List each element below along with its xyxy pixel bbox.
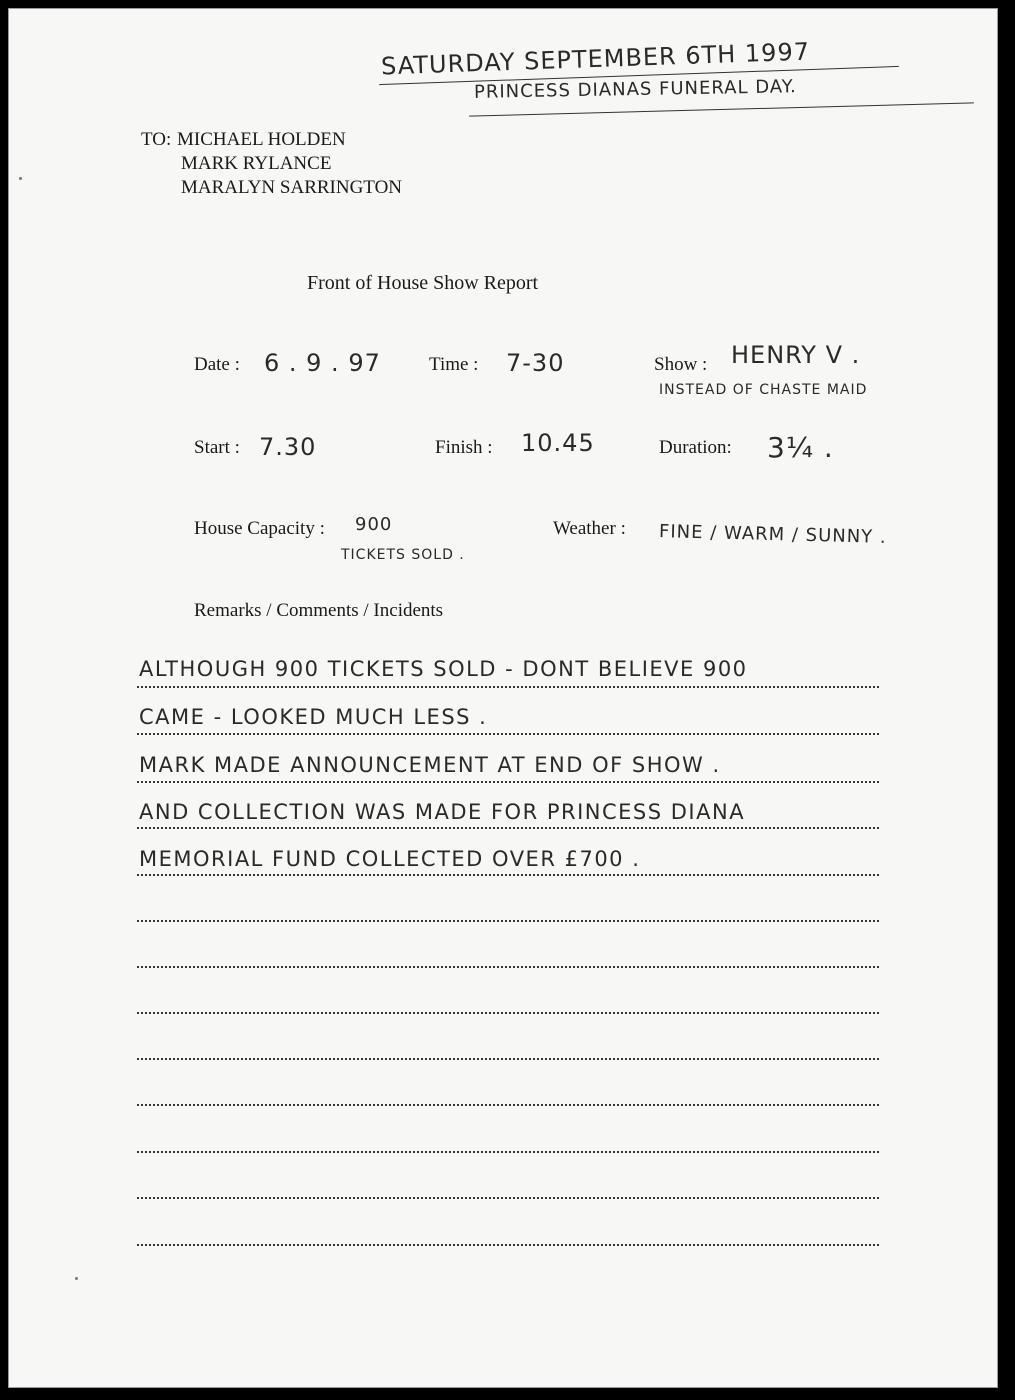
report-title: Front of House Show Report xyxy=(307,272,539,294)
paper-speck xyxy=(75,1277,78,1280)
ruled-line xyxy=(137,686,879,688)
finish-label: Finish : xyxy=(435,437,493,458)
ruled-line xyxy=(137,1244,879,1246)
start-label: Start : xyxy=(194,437,240,458)
time-label: Time : xyxy=(429,354,479,375)
start-value: 7.30 xyxy=(259,433,317,461)
remark-line-1: ALTHOUGH 900 TICKETS SOLD - DONT BELIEVE 900 xyxy=(139,657,748,681)
ruled-line xyxy=(137,1058,879,1060)
ruled-line xyxy=(137,827,879,829)
weather-label: Weather : xyxy=(553,518,626,539)
ruled-line xyxy=(137,1151,879,1153)
show-note: INSTEAD OF CHASTE MAID xyxy=(659,382,868,398)
remark-line-5: MEMORIAL FUND COLLECTED OVER £700 . xyxy=(139,847,641,871)
show-label: Show : xyxy=(654,354,708,375)
recipient-1: MICHAEL HOLDEN xyxy=(177,129,346,150)
date-value: 6 . 9 . 97 xyxy=(264,349,381,377)
duration-value: 3¼ . xyxy=(767,431,834,464)
remark-line-3: MARK MADE ANNOUNCEMENT AT END OF SHOW . xyxy=(139,753,721,777)
duration-label: Duration: xyxy=(659,437,732,458)
ruled-line xyxy=(137,1197,879,1199)
date-label: Date : xyxy=(194,354,240,375)
capacity-value: 900 xyxy=(355,514,393,535)
paper-speck xyxy=(19,177,22,180)
ruled-line xyxy=(137,733,879,735)
header-note-underline-2 xyxy=(469,102,974,116)
remark-line-2: CAME - LOOKED MUCH LESS . xyxy=(139,705,488,729)
capacity-note: TICKETS SOLD . xyxy=(341,547,465,563)
remark-line-4: AND COLLECTION WAS MADE FOR PRINCESS DIANA xyxy=(139,800,746,824)
capacity-label: House Capacity : xyxy=(194,518,325,539)
time-value: 7-30 xyxy=(506,349,565,377)
ruled-line xyxy=(137,781,879,783)
weather-value: FINE / WARM / SUNNY . xyxy=(658,521,887,548)
recipient-3: MARALYN SARRINGTON xyxy=(181,177,403,198)
ruled-line xyxy=(137,874,879,876)
ruled-line xyxy=(137,1104,879,1106)
ruled-line xyxy=(137,966,879,968)
header-note-line1: SATURDAY SEPTEMBER 6TH 1997 xyxy=(380,37,811,81)
report-sheet xyxy=(8,8,998,1388)
recipient-2: MARK RYLANCE xyxy=(181,153,332,174)
remarks-label: Remarks / Comments / Incidents xyxy=(194,600,444,621)
header-note-line2: PRINCESS DIANAS FUNERAL DAY. xyxy=(473,76,797,103)
ruled-line xyxy=(137,920,879,922)
ruled-line xyxy=(137,1012,879,1014)
to-label: TO: xyxy=(141,129,172,150)
finish-value: 10.45 xyxy=(521,429,595,457)
show-value: HENRY V . xyxy=(731,341,861,369)
